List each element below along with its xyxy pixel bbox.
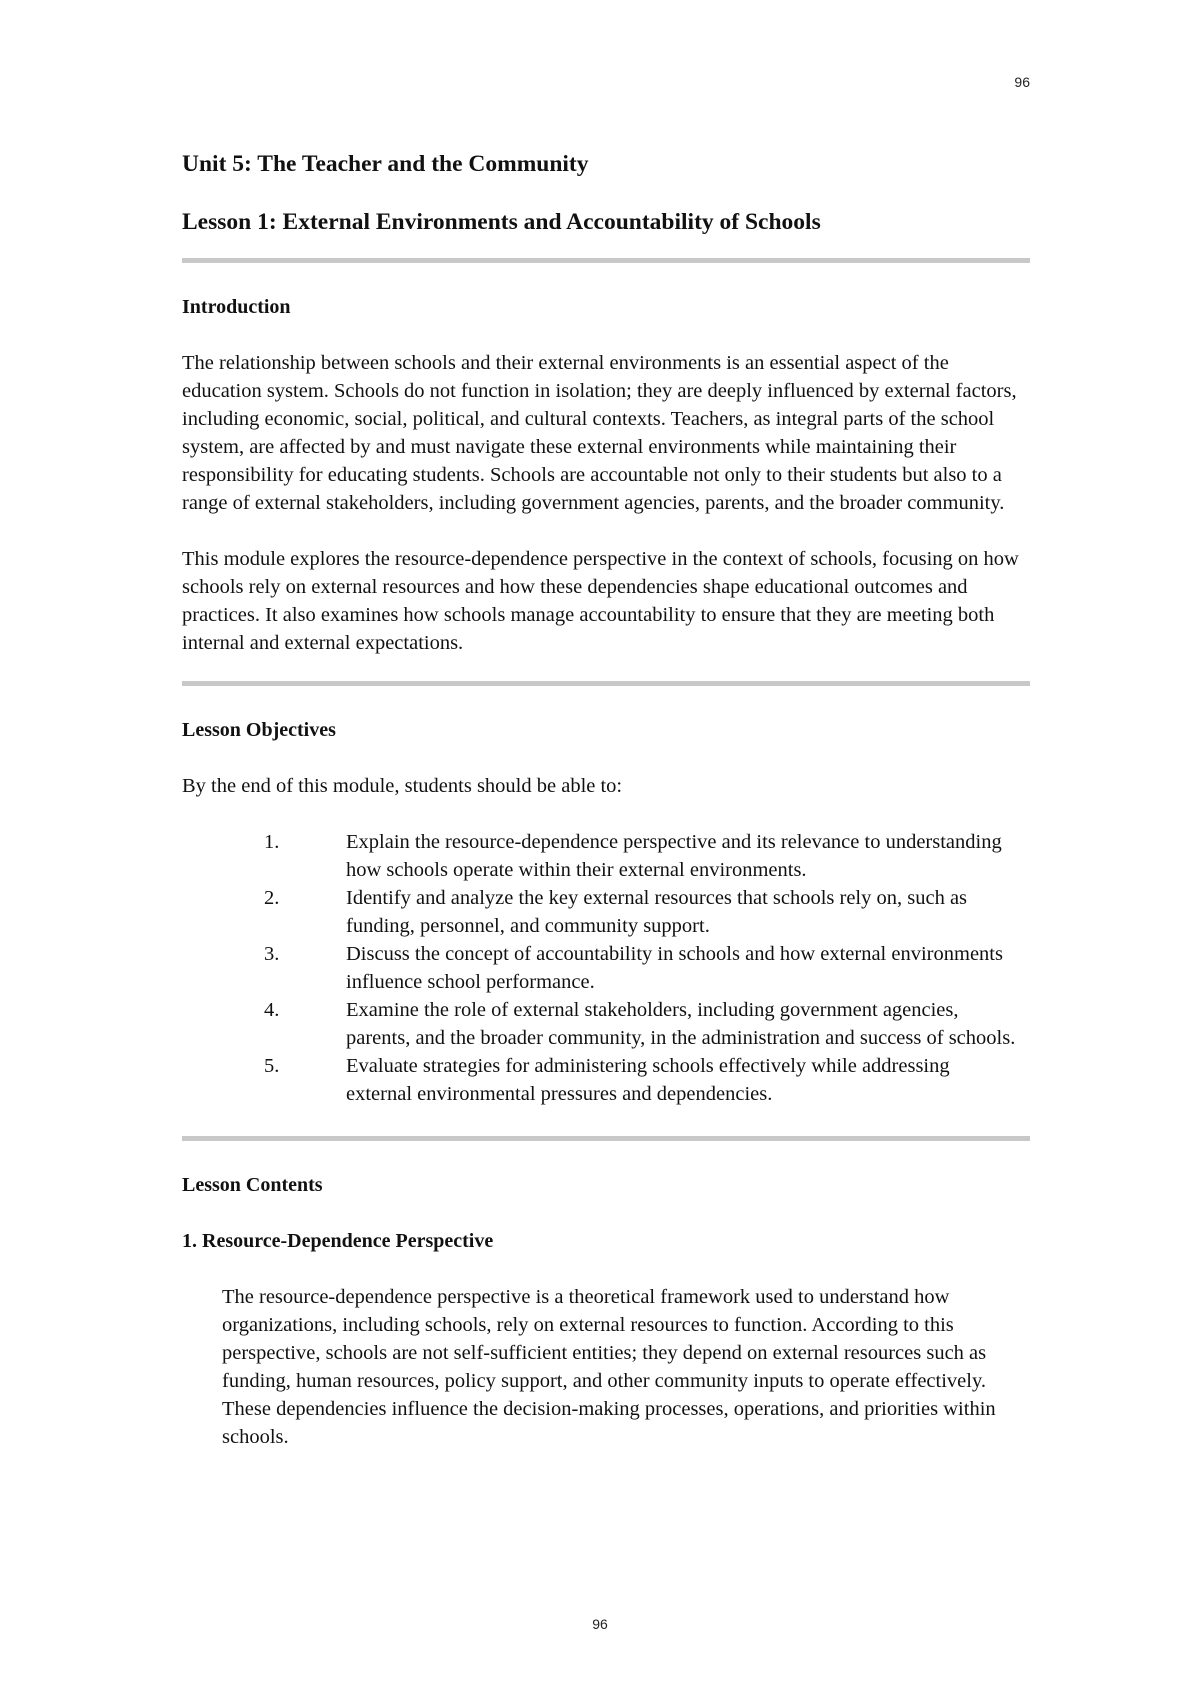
list-item-text: Examine the role of external stakeholders, including government agencies, parents, and the broader community, in the administration and success of schools. bbox=[346, 999, 1016, 1049]
section-divider bbox=[182, 1136, 1030, 1141]
introduction-paragraph-2: This module explores the resource-dependence perspective in the context of schools, focusing on how schools rely on external resources and how these dependencies shape educational outcomes and practices. It also examines how schools manage accountability to ensure that they are meeting both internal and external expectations. bbox=[182, 548, 1019, 654]
objectives-heading: Lesson Objectives bbox=[182, 719, 336, 741]
list-item bbox=[182, 1052, 1030, 1108]
list-item-text: Discuss the concept of accountability in schools and how external environments influence school performance. bbox=[346, 943, 1003, 993]
list-item-number: 3. bbox=[264, 943, 280, 965]
lesson-title: Lesson 1: External Environments and Accountability of Schools bbox=[182, 209, 821, 235]
objectives-lead: By the end of this module, students should be able to: bbox=[182, 775, 623, 797]
list-item-text: Evaluate strategies for administering schools effectively while addressing external environmental pressures and dependencies. bbox=[346, 1055, 950, 1105]
list-item-number: 2. bbox=[264, 887, 280, 909]
list-item-number: 4. bbox=[264, 999, 280, 1021]
contents-heading: Lesson Contents bbox=[182, 1174, 323, 1196]
introduction-paragraph-1: The relationship between schools and their external environments is an essential aspect of the education system. Schools do not function in isolation; they are deeply influenced by external factors, including economic, social, political, and cultural contexts. Teachers, as integral parts of the school system, are affected by and must navigate these external environments while maintaining their responsibility for educating students. Schools are accountable not only to their students but also to a range of external stakeholders, including government agencies, parents, and the broader community. bbox=[182, 352, 1017, 514]
list-item bbox=[182, 828, 1030, 884]
page-content bbox=[182, 140, 1030, 1451]
page-number-bottom: 96 bbox=[592, 1616, 608, 1632]
objectives-list bbox=[182, 828, 1030, 1108]
section-divider bbox=[182, 258, 1030, 263]
section-divider bbox=[182, 681, 1030, 686]
section1-paragraph: The resource-dependence perspective is a theoretical framework used to understand how organizations, including schools, rely on external resources to function. According to this perspective, schools are not self-sufficient entities; they depend on external resources such as funding, human resources, policy support, and other community inputs to operate effectively. These dependencies influence the decision-making processes, operations, and priorities within schools. bbox=[222, 1286, 996, 1448]
list-item bbox=[182, 884, 1030, 940]
list-item-number: 5. bbox=[264, 1055, 280, 1077]
list-item-number: 1. bbox=[264, 831, 280, 853]
unit-title: Unit 5: The Teacher and the Community bbox=[182, 151, 589, 177]
list-item bbox=[182, 996, 1030, 1052]
introduction-heading: Introduction bbox=[182, 296, 291, 318]
list-item-text: Explain the resource-dependence perspective and its relevance to understanding how schools operate within their external environments. bbox=[346, 831, 1002, 881]
section1-heading: 1. Resource-Dependence Perspective bbox=[182, 1230, 494, 1252]
list-item bbox=[182, 940, 1030, 996]
list-item-text: Identify and analyze the key external resources that schools rely on, such as funding, personnel, and community support. bbox=[346, 887, 968, 937]
page-number-top: 96 bbox=[1014, 74, 1030, 90]
